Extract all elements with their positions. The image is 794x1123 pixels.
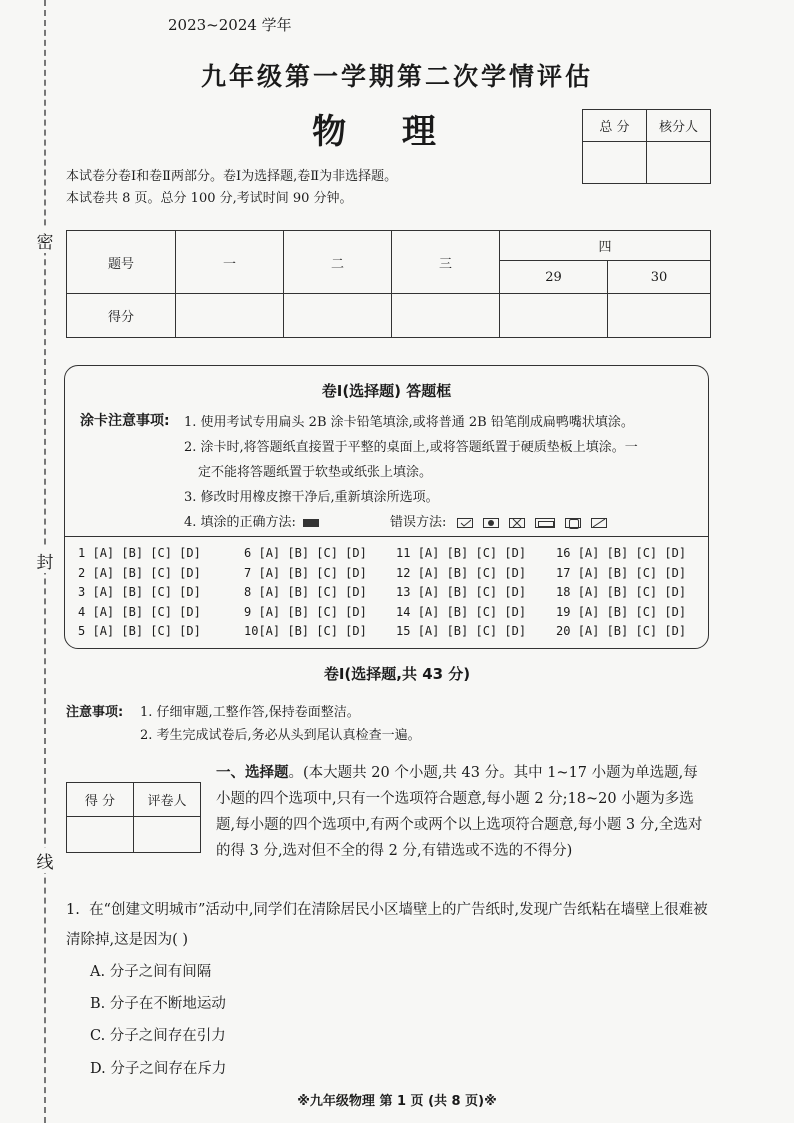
attention-label: 注意事项: (66, 705, 124, 720)
binding-char-feng: 封 (36, 548, 54, 573)
binding-char-xian: 线 (36, 848, 54, 873)
section-1-title: 卷Ⅰ(选择题,共 43 分) (323, 665, 471, 683)
section-3-header: 三 (392, 231, 500, 294)
answer-row-17[interactable]: 17 [A] [B] [C] [D] (556, 565, 687, 580)
wrong-slash-mark-icon (591, 518, 607, 528)
correct-method-label: 4. 填涂的正确方法: (184, 515, 296, 530)
choice-heading-title: 一、选择题 (216, 765, 289, 781)
wrong-method-label: 错误方法: (390, 515, 447, 530)
answer-row-19[interactable]: 19 [A] [B] [C] [D] (556, 604, 687, 619)
answer-row-15[interactable]: 15 [A] [B] [C] [D] (396, 624, 527, 638)
fill-notice-label: 涂卡注意事项: (80, 413, 170, 429)
answer-row-6[interactable]: 6 [A] [B] [C] [D] (244, 546, 367, 560)
grader-name-cell[interactable] (134, 817, 201, 853)
answer-row-1[interactable]: 1 [A] [B] [C] [D] (78, 546, 201, 560)
question-number-header: 题号 (67, 231, 176, 294)
section-1-header: 一 (176, 231, 284, 294)
choice-heading-instructions: 。(本大题共 20 个小题,共 43 分。其中 1~17 小题为单选题,每小题的四个选项中,只有一个选项符合题意,每小题 2 分;18~20 小题为多选题,每小题的四个选项中,有两个或两个以上选项符合题意,每小题 3 分,全选对的得 3 分,选对但不全的得 2 分,有错选或不选的不得分) (216, 765, 703, 859)
school-year: 2023~2024 学年 (168, 16, 292, 34)
score-cell-1[interactable] (176, 294, 284, 338)
section-2-header: 二 (284, 231, 392, 294)
choice-section-heading (216, 760, 712, 864)
question-1-option-d[interactable]: D. 分子之间存在斥力 (90, 1061, 227, 1077)
answer-row-20[interactable]: 20 [A] [B] [C] [D] (556, 624, 687, 638)
answer-row-3[interactable]: 3 [A] [B] [C] [D] (78, 585, 201, 599)
score-summary-table (66, 230, 711, 338)
question-1-option-a[interactable]: A. 分子之间有间隔 (90, 964, 212, 980)
binding-char-mi: 密 (36, 228, 54, 253)
score-cell-2[interactable] (284, 294, 392, 338)
answer-row-18[interactable]: 18 [A] [B] [C] [D] (556, 585, 687, 599)
score-checker-label: 核分人 (647, 110, 711, 142)
wrong-cross-mark-icon (509, 518, 525, 528)
total-score-table (582, 109, 711, 184)
total-score-cell[interactable] (583, 142, 647, 184)
intro-line-2: 本试卷共 8 页。总分 100 分,考试时间 90 分钟。 (66, 191, 353, 206)
grader-score-cell[interactable] (67, 817, 134, 853)
answer-row-8[interactable]: 8 [A] [B] [C] [D] (244, 585, 367, 599)
correct-fill-sample-icon (303, 519, 319, 527)
question-29-header: 29 (500, 261, 608, 294)
question-1-number: 1. (66, 902, 80, 918)
answer-row-9[interactable]: 9 [A] [B] [C] [D] (244, 604, 367, 619)
question-1-stem (66, 895, 716, 955)
answer-row-2[interactable]: 2 [A] [B] [C] [D] (78, 565, 201, 580)
wrong-hollow-bar-icon (535, 518, 555, 528)
subject-title: 物 理 (312, 112, 458, 152)
grader-table (66, 782, 201, 853)
answer-row-4[interactable]: 4 [A] [B] [C] [D] (78, 604, 201, 619)
answer-row-16[interactable]: 16 [A] [B] [C] [D] (556, 546, 687, 560)
wrong-dot-mark-icon (483, 518, 499, 528)
fill-notice-2-cont: 定不能将答题纸置于软垫或纸张上填涂。 (198, 465, 433, 480)
fill-notice-1: 1. 使用考试专用扁头 2B 涂卡铅笔填涂,或将普通 2B 铅笔削成扁鸭嘴状填涂。 (184, 415, 634, 430)
question-1-text: 在“创建文明城市”活动中,同学们在清除居民小区墙壁上的广告纸时,发现广告纸粘在墙壁上很难被清除掉,这是因为( ) (66, 902, 708, 948)
score-row-label: 得分 (67, 294, 176, 338)
answer-row-10[interactable]: 10[A] [B] [C] [D] (244, 624, 367, 638)
answer-row-12[interactable]: 12 [A] [B] [C] [D] (396, 565, 527, 580)
answer-box-divider (64, 536, 709, 537)
page-footer: ※九年级物理 第 1 页 (共 8 页)※ (297, 1094, 497, 1109)
answer-column-1 (78, 546, 201, 644)
intro-line-1: 本试卷分卷Ⅰ和卷Ⅱ两部分。卷Ⅰ为选择题,卷Ⅱ为非选择题。 (66, 169, 398, 184)
score-cell-30[interactable] (608, 294, 711, 338)
answer-column-4 (556, 546, 686, 644)
wrong-method-row (390, 511, 607, 530)
grader-name-label: 评卷人 (134, 783, 201, 817)
wrong-half-fill-icon (565, 518, 581, 528)
answer-row-5[interactable]: 5 [A] [B] [C] [D] (78, 624, 201, 638)
wrong-check-mark-icon (457, 518, 473, 528)
section-4-header: 四 (500, 231, 711, 261)
answer-column-3 (396, 546, 526, 644)
score-cell-3[interactable] (392, 294, 500, 338)
answer-row-13[interactable]: 13 [A] [B] [C] [D] (396, 585, 527, 599)
question-30-header: 30 (608, 261, 711, 294)
attention-item-2: 2. 考生完成试卷后,务必从头到尾认真检查一遍。 (140, 728, 421, 743)
answer-row-14[interactable]: 14 [A] [B] [C] [D] (396, 604, 527, 619)
answer-row-11[interactable]: 11 [A] [B] [C] [D] (396, 546, 527, 560)
attention-item-1: 1. 仔细审题,工整作答,保持卷面整洁。 (140, 705, 360, 720)
answer-row-7[interactable]: 7 [A] [B] [C] [D] (244, 565, 367, 580)
fill-notice-2: 2. 涂卡时,将答题纸直接置于平整的桌面上,或将答题纸置于硬质垫板上填涂。一 (184, 440, 638, 455)
answer-column-2 (244, 546, 367, 644)
score-cell-29[interactable] (500, 294, 608, 338)
score-checker-cell[interactable] (647, 142, 711, 184)
answer-box-title: 卷Ⅰ(选择题) 答题框 (321, 382, 452, 400)
question-1-option-c[interactable]: C. 分子之间存在引力 (90, 1028, 226, 1044)
total-score-label: 总 分 (583, 110, 647, 142)
exam-title: 九年级第一学期第二次学情评估 (200, 62, 593, 91)
fill-notice-3: 3. 修改时用橡皮擦干净后,重新填涂所选项。 (184, 490, 439, 505)
correct-method-row (184, 511, 319, 530)
question-1-option-b[interactable]: B. 分子在不断地运动 (90, 996, 226, 1012)
grader-score-label: 得 分 (67, 783, 134, 817)
